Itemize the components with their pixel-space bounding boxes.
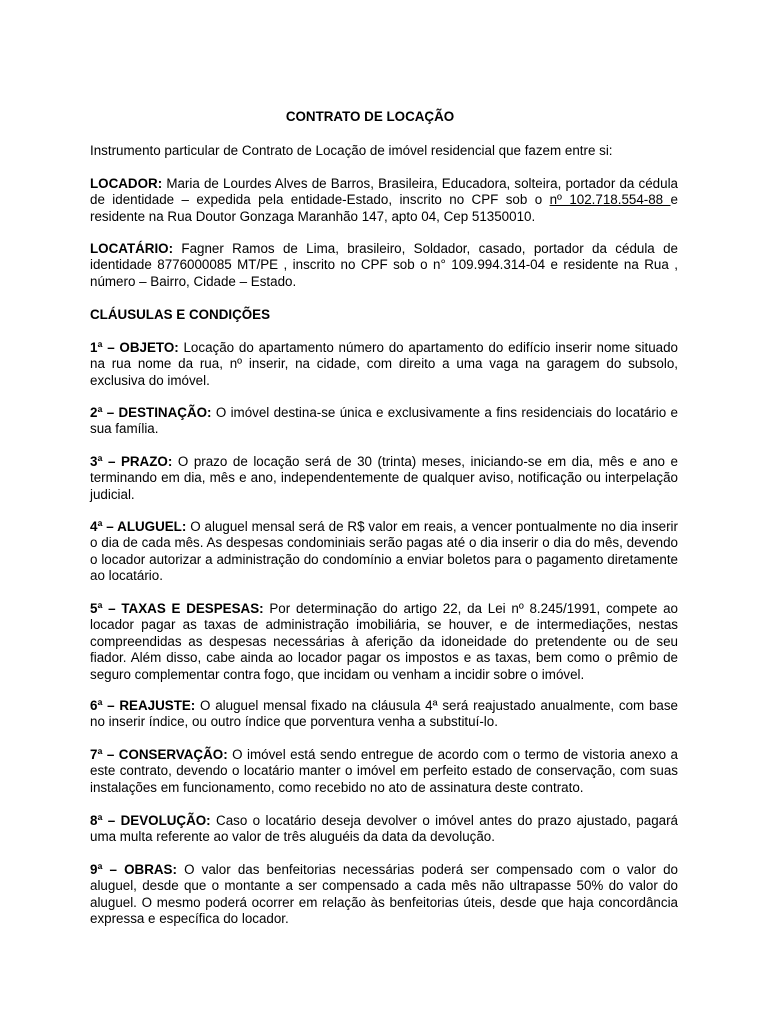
- clause-7: [90, 747, 678, 796]
- locador-text: Maria de Lourdes Alves de Barros, Brasileira, Educadora, solteira, portador da cédula de identidade – expedida pela entidade-Estado, inscrito no CPF sob o: [90, 176, 678, 208]
- clause-label: 7ª – CONSERVAÇÃO:: [90, 747, 228, 762]
- clause-label: 5ª – TAXAS E DESPESAS:: [90, 601, 264, 616]
- locatario-text: Fagner Ramos de Lima, brasileiro, Soldador, casado, portador da cédula de identidade 8776000085 MT/PE , inscrito no CPF sob o n° 109.994.314-04 e residente na Rua , número – Bairro, Cidade – Estado.: [90, 241, 678, 289]
- locador-address: e residente na Rua Doutor Gonzaga Maranhão 147, apto 04, Cep 51350010.: [90, 192, 678, 224]
- locatario-label: LOCATÁRIO:: [90, 241, 174, 256]
- locatario-paragraph: [90, 241, 678, 290]
- clause-text: O aluguel mensal fixado na cláusula 4ª será reajustado anualmente, com base no inserir índice, ou outro índice que porventura venha a substituí-lo.: [90, 698, 678, 730]
- clause-label: 8ª – DEVOLUÇÃO:: [90, 813, 211, 828]
- clause-text: Locação do apartamento número do apartamento do edifício inserir nome situado na rua nome da rua, nº inserir, na cidade, com direito a uma vaga na garagem do subsolo, exclusiva do imóvel.: [90, 340, 678, 388]
- clause-text: O imóvel destina-se única e exclusivamente a fins residenciais do locatário e sua família.: [90, 405, 679, 437]
- clause-9: [90, 862, 678, 928]
- clause-2: [90, 405, 678, 438]
- clause-label: 1ª – OBJETO:: [90, 340, 179, 355]
- clause-text: Caso o locatário deseja devolver o imóvel antes do prazo ajustado, pagará uma multa referente ao valor de três aluguéis da data da devolução.: [90, 813, 678, 845]
- clause-label: 6ª – REAJUSTE:: [90, 698, 196, 713]
- locador-label: LOCADOR:: [90, 176, 163, 191]
- clause-label: 9ª – OBRAS:: [90, 862, 177, 877]
- clause-text: O prazo de locação será de 30 (trinta) meses, iniciando-se em dia, mês e ano e terminando em dia, mês e ano, independentemente de qualquer aviso, notificação ou interpelação judicial.: [90, 454, 678, 502]
- clause-label: 4ª – ALUGUEL:: [90, 519, 187, 534]
- locador-paragraph: [90, 176, 678, 225]
- clause-4: [90, 519, 678, 585]
- intro-paragraph: [90, 143, 678, 159]
- clause-text: O aluguel mensal será de R$ valor em reais, a vencer pontualmente no dia inserir o dia de cada mês. As despesas condominiais serão pagas até o dia inserir o dia do mês, devendo o locador autorizar a administração do condomínio a enviar boletos para o pagamento diretamente ao locatário.: [90, 519, 678, 584]
- clause-label: 3ª – PRAZO:: [90, 454, 173, 469]
- clause-text: O imóvel está sendo entregue de acordo com o termo de vistoria anexo a este contrato, devendo o locatário manter o imóvel em perfeito estado de conservação, com suas instalações em funcionamento, como recebido no ato de assinatura deste contrato.: [90, 747, 678, 795]
- clause-label: 2ª – DESTINAÇÃO:: [90, 405, 212, 420]
- intro-text: Instrumento particular de Contrato de Locação de imóvel residencial que fazem entre si:: [90, 143, 613, 158]
- clause-text: O valor das benfeitorias necessárias poderá ser compensado com o valor do aluguel, desde que o montante a ser compensado a cada mês não ultrapasse 50% do valor do aluguel. O mesmo poderá ocorrer em relação às benfeitorias úteis, desde que haja concordância expressa e específica do locador.: [90, 862, 678, 927]
- clause-3: [90, 454, 678, 503]
- clause-6: [90, 698, 678, 731]
- clause-5: [90, 601, 678, 683]
- clause-text: Por determinação do artigo 22, da Lei nº 8.245/1991, compete ao locador pagar as taxas de administração imobiliária, se houver, e de intermediações, nestas compreendidas as despesas necessárias à aferição da idoneidade do pretendente ou de seu fiador. Além disso, cabe ainda ao locador pagar os impostos e as taxas, bem como o prêmio de seguro complementar contra fogo, que incidam ou venham a incidir sobre o imóvel.: [90, 601, 678, 682]
- locador-cpf: nº 102.718.554-88: [549, 192, 671, 208]
- clauses-heading: CLÁUSULAS E CONDIÇÕES: [90, 307, 271, 322]
- document-title: CONTRATO DE LOCAÇÃO: [285, 109, 455, 124]
- clause-1: [90, 340, 678, 389]
- clause-8: [90, 813, 678, 846]
